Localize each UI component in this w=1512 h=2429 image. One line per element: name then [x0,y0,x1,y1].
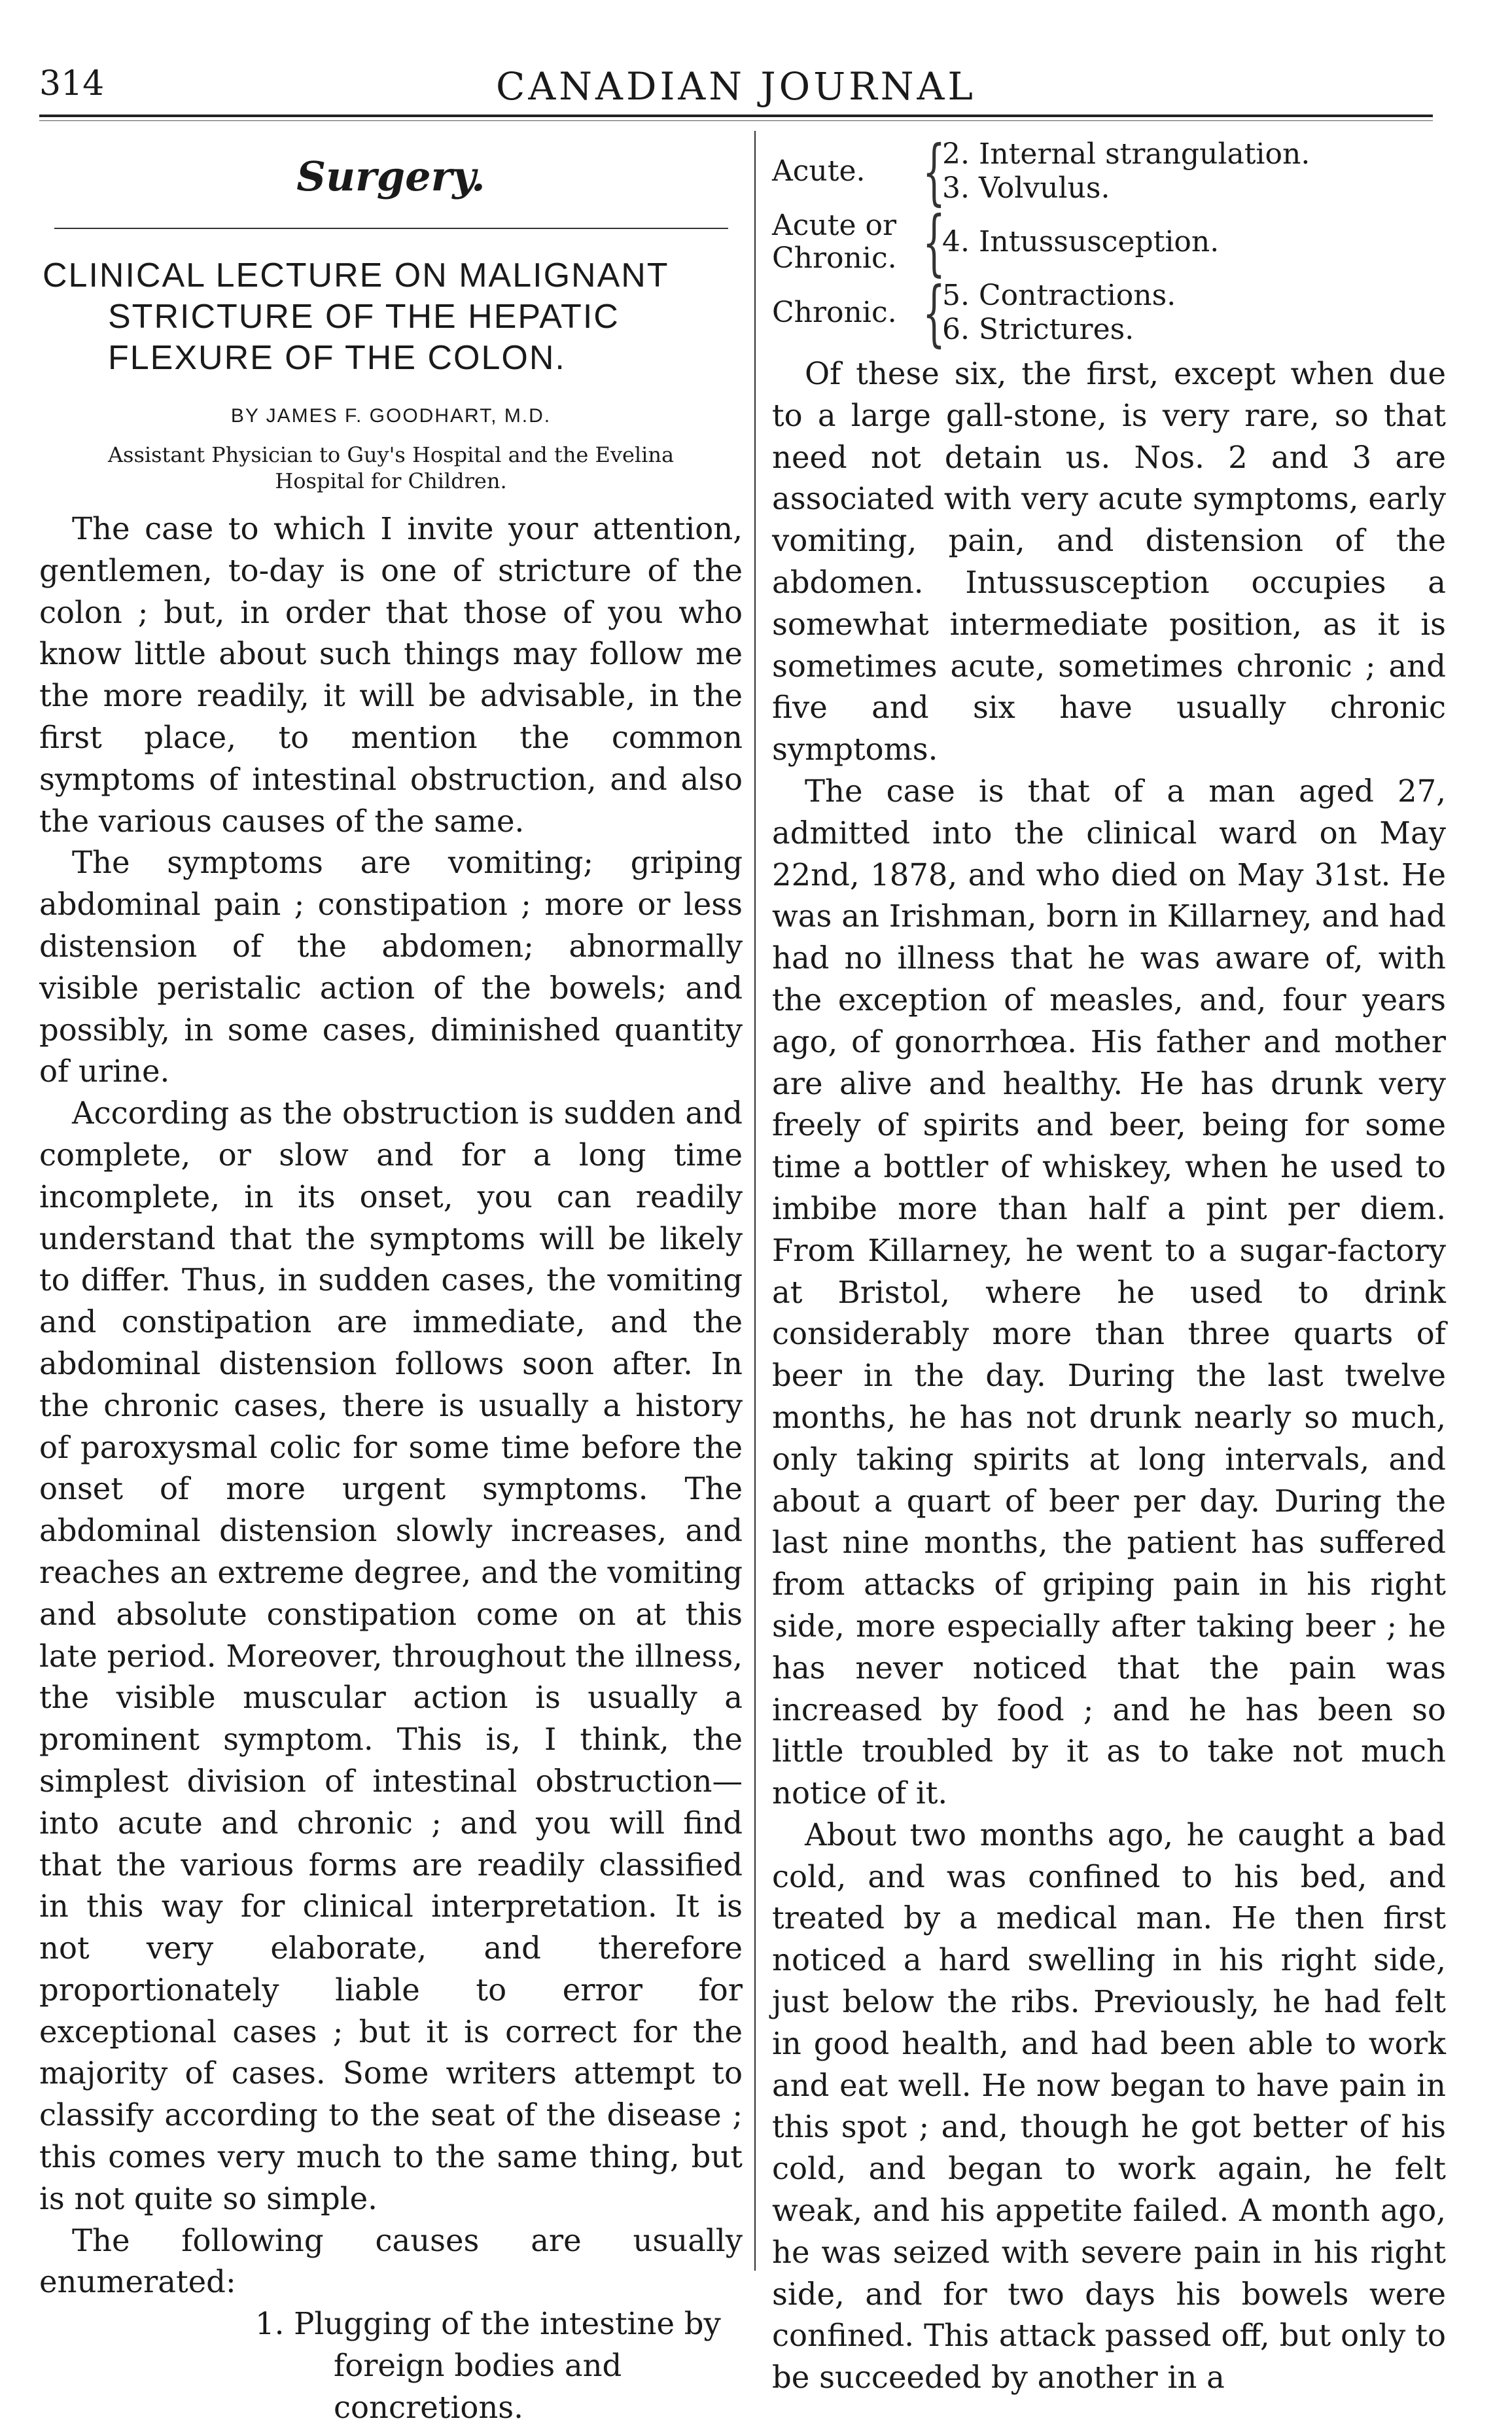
classification-items [942,137,1310,205]
body-paragraph: According as the obstruction is sudden and complete, or slow and for a long time incomplete, in its onset, you can readily understand that the symptoms will be likely to differ. Thus, in sudden cases, the vomiting and constipation are immediate, and the abdominal distension follows soon after. In the chronic cases, there is usually a history of paroxysmal colic for some time before the onset of more urgent symptoms. The abdominal distension slowly increases, and reaches an extreme degree, and the vomiting and absolute constipation come on at this late period. Moreover, throughout the illness, the visible muscular action is usually a prominent symptom. This is, I think, the simplest division of intestinal obstruction—into acute and chronic ; and you will find that the various forms are readily classified in this way for clinical interpretation. It is not very elaborate, and therefore proportionately liable to error for exceptional cases ; but it is correct for the majority of cases. Some writers attempt to classify according to the seat of the disease ; this comes very much to the same thing, but is not quite so simple. [39,1095,743,2216]
classification-item: 2. Internal strangulation. [942,137,1310,171]
article-title-line: STRICTURE OF THE HEPATIC [108,298,620,336]
body-paragraph: The symptoms are vomiting; griping abdominal pain ; constipation ; more or less distension of the abdomen; abnormally visible peristalic action of the bowels; and possibly, in some cases, diminished quantity of urine. [39,845,743,1090]
classification-row [772,271,1446,355]
classification-item: 6. Strictures. [942,313,1134,346]
page-number: 314 [39,64,105,103]
brace-icon: { [923,271,945,355]
body-paragraph: Of these six, the first, except when due to a large gall-stone, is very rare, so that need not detain us. Nos. 2 and 3 are associated with very acute symptoms, early vomiting, pain, and distension of the abdomen. Intussusception occupies a somewhat intermediate position, as it is sometimes acute, sometimes chronic ; and five and six have usually chronic symptoms. [772,356,1446,768]
left-column [39,137,743,2429]
classification-label: Acute or Chronic. [772,209,897,275]
classification-item: 3. Volvulus. [942,171,1110,205]
classification-row [772,130,1446,213]
author-affiliation [39,442,743,494]
running-title: CANADIAN JOURNAL [496,64,976,109]
classification-row [772,200,1446,284]
body-paragraph: About two months ago, he caught a bad cold, and was confined to his bed, and treated by a medical man. He then first noticed a hard swelling in his right side, just below the ribs. Previously, he had felt in good health, and had been able to work and eat well. He now began to have pain in this spot ; and, though he got better of his cold, and began to work again, he felt weak, and his appetite failed. A month ago, he was seized with severe pain in his right side, and for two days his bowels were confined. This attack passed off, but only to be succeeded by another in a [772,1817,1446,2396]
brace-icon: { [923,130,945,213]
cause-list-item-continued: foreign bodies and concretions. [334,2348,622,2425]
header-rule-thin [39,120,1433,121]
classification-items [942,279,1176,347]
classification-item: 4. Intussusception. [942,225,1220,258]
section-rule [54,228,728,229]
author-byline: BY JAMES F. GOODHART, M.D. [230,405,552,427]
article-title [39,255,743,379]
section-heading: Surgery. [296,152,485,200]
classification-label: Acute. [772,154,866,188]
column-divider [754,131,756,2271]
affiliation-line: Assistant Physician to Guy's Hospital and the Evelina [107,442,675,467]
classification-item: 5. Contractions. [942,279,1176,312]
classification-label: Chronic. [772,296,897,329]
page-header [39,39,1433,111]
header-rule [39,115,1433,117]
classification-items [942,225,1219,259]
cause-list-item: 1. Plugging of the intestine by [255,2306,721,2342]
body-paragraph: The case to which I invite your attention, gentlemen, to-day is one of stricture of the colon ; but, in order that those of you who know little about such things may follow me the more readily, it will be advisable, in the first place, to mention the common symptoms of intestinal obstruction, and also the various causes of the same. [39,511,743,839]
right-column [772,130,1446,2399]
affiliation-line: Hospital for Children. [275,469,507,493]
article-title-line: CLINICAL LECTURE ON MALIGNANT [43,257,669,294]
body-paragraph: The case is that of a man aged 27, admitted into the clinical ward on May 22nd, 1878, and who died on May 31st. He was an Irishman, born in Killarney, and had had no illness that he was aware of, with the exception of measles, and, four years ago, of gonorrhœa. His father and mother are alive and healthy. He has drunk very freely of spirits and beer, being for some time a bottler of whiskey, when he used to imbibe more than half a pint per diem. From Killarney, he went to a sugar-factory at Bristol, where he used to drink considerably more than three quarts of beer in the day. During the last twelve months, he has not drunk nearly so much, only taking spirits at long intervals, and about a quart of beer per day. During the last nine months, the patient has suffered from attacks of griping pain in his right side, more especially after taking beer ; he has never noticed that the pain was increased by food ; and he has been so little troubled by it as to take not much notice of it. [772,773,1446,1811]
body-paragraph: The following causes are usually enumerated: [39,2222,743,2300]
brace-icon: { [923,200,945,284]
classification-table [772,130,1446,355]
article-title-line: FLEXURE OF THE COLON. [108,339,566,377]
